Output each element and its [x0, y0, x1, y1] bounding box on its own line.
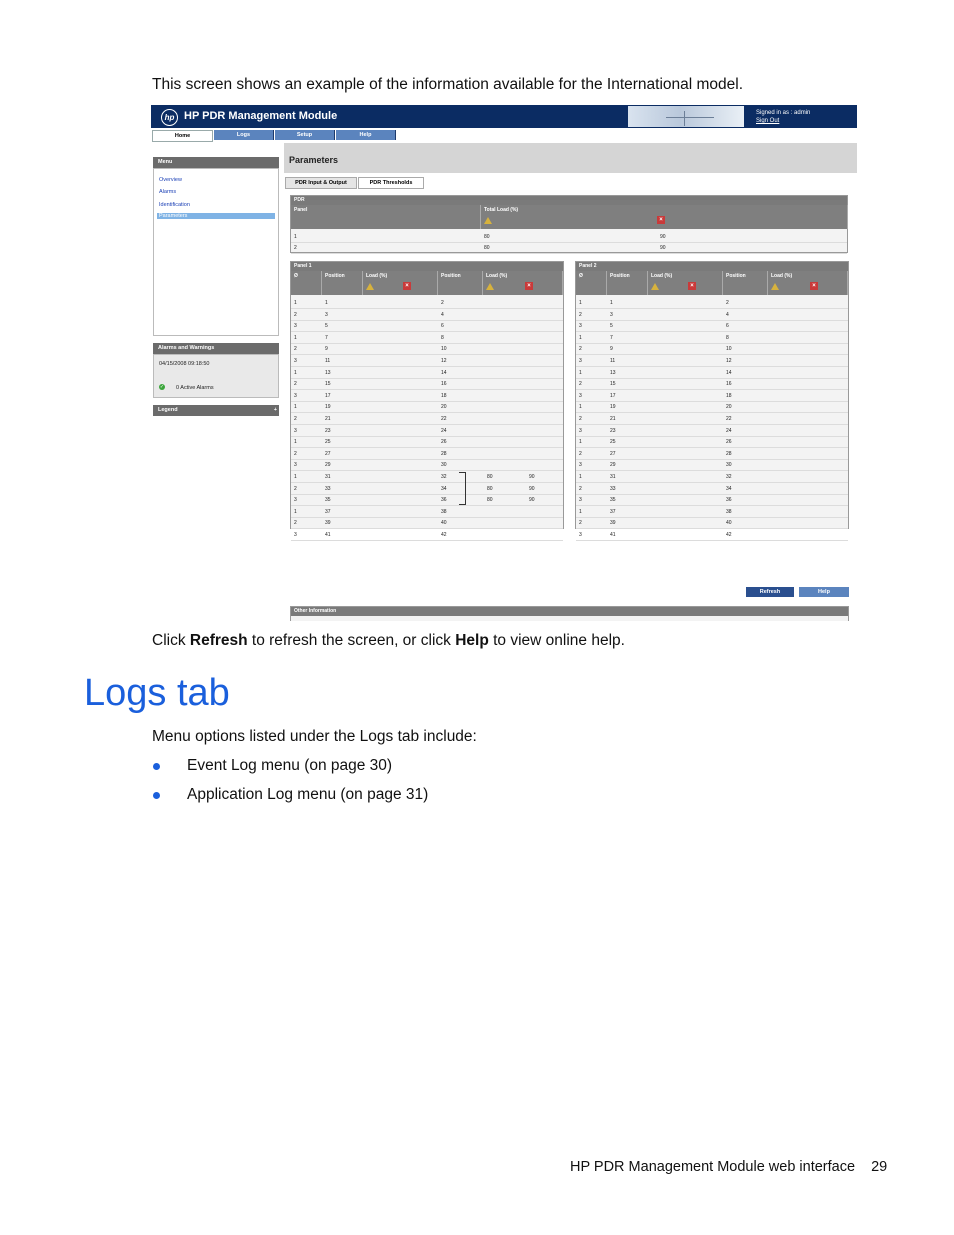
cell: 90 [660, 234, 666, 240]
cell: 40 [726, 520, 732, 527]
cell: 39 [325, 520, 331, 527]
table-row [291, 483, 563, 495]
active-alarms-status: 0 Active Alarms [176, 385, 214, 391]
table-row [291, 320, 563, 332]
total-load-label: Total Load (%) [484, 207, 519, 213]
cell: 3 [610, 311, 613, 318]
cell: 1 [579, 334, 582, 341]
help-button[interactable]: Help [799, 587, 849, 597]
table-row [576, 448, 848, 460]
cell: 35 [325, 497, 331, 504]
menu-item-alarms[interactable]: Alarms [159, 189, 177, 195]
bullet-item-application-log[interactable]: Application Log menu (on page 31) [187, 786, 429, 803]
table-row [291, 506, 563, 518]
cell: 90 [660, 245, 666, 251]
cell: 3 [294, 497, 297, 504]
cell: 18 [726, 392, 732, 399]
cell: 6 [726, 323, 729, 330]
alarms-box [153, 354, 279, 398]
panel-1-header: Panel 1 [291, 262, 563, 271]
table-row [291, 494, 563, 506]
cell: 1 [294, 369, 297, 376]
tab-home[interactable]: Home [152, 130, 213, 142]
cell: 12 [441, 358, 447, 364]
table-row [291, 529, 563, 541]
app-title: HP PDR Management Module [184, 110, 338, 122]
subtab-pdr-thresholds[interactable]: PDR Thresholds [358, 177, 424, 189]
table-row [576, 332, 848, 344]
cell: 1 [294, 474, 297, 480]
cell: 11 [610, 358, 616, 364]
warning-icon [486, 283, 494, 290]
panel-2-table [575, 261, 849, 538]
cell: 22 [726, 416, 732, 422]
cell: 1 [579, 369, 582, 376]
col-position-2: Position [438, 271, 483, 295]
cell: 1 [579, 508, 582, 515]
table-row [291, 425, 563, 437]
cell: 3 [579, 532, 582, 538]
cell: 31 [610, 474, 616, 480]
cell: 32 [726, 474, 732, 480]
cell: 28 [726, 450, 732, 457]
cell: 24 [726, 427, 732, 434]
cell: 21 [610, 416, 616, 422]
cell: 1 [294, 439, 297, 446]
cell: 17 [610, 392, 616, 399]
cell: 2 [579, 311, 582, 318]
cell: 35 [610, 497, 616, 504]
intro-paragraph: This screen shows an example of the information available for the International model. [152, 76, 744, 93]
cell: 17 [325, 392, 331, 399]
cell: 3 [579, 392, 582, 399]
col-load-2-label: Load (%) [486, 273, 508, 279]
critical-icon: × [688, 282, 696, 290]
click-text: Click [152, 632, 190, 649]
menu-item-identification[interactable]: Identification [159, 202, 190, 208]
cell: 38 [441, 508, 447, 515]
cell: 2 [294, 311, 297, 318]
table-row [576, 297, 848, 309]
cell: 25 [610, 439, 616, 446]
col-position: Position [322, 271, 363, 295]
cell: 7 [610, 334, 613, 341]
col-position: Position [607, 271, 648, 295]
bullet-icon [153, 792, 160, 799]
cell: 20 [441, 404, 447, 411]
menu-box [153, 168, 279, 336]
menu-item-parameters[interactable]: Parameters [157, 213, 275, 219]
subtab-pdr-input-output[interactable]: PDR Input & Output [285, 177, 357, 189]
pdr-table-header: PDR [291, 196, 847, 205]
cell: 2 [579, 485, 582, 492]
table-row [291, 448, 563, 460]
cell: 3 [579, 427, 582, 434]
panel-2-header: Panel 2 [576, 262, 848, 271]
table-row [576, 390, 848, 402]
col-total-load [481, 205, 848, 229]
cell: 26 [726, 439, 732, 446]
cell: 13 [325, 369, 331, 376]
alarms-datetime: 04/15/2008 09:18:50 [159, 361, 210, 367]
warning-icon [484, 217, 492, 224]
cell: 80 [487, 497, 493, 504]
banner-image [628, 106, 744, 127]
cell: 2 [294, 520, 297, 527]
tab-help[interactable]: Help [336, 130, 396, 140]
table-row [291, 413, 563, 425]
cell: 5 [325, 323, 328, 330]
table-row [576, 401, 848, 413]
col-load-2 [768, 271, 848, 295]
cell: 3 [579, 323, 582, 330]
cell: 37 [325, 508, 331, 515]
web-interface-screenshot [151, 105, 857, 621]
menu-options-intro: Menu options listed under the Logs tab include: [152, 728, 477, 745]
cell: 2 [294, 381, 297, 388]
table-row [291, 471, 563, 483]
cell: 25 [325, 439, 331, 446]
cell: 2 [441, 300, 444, 306]
cell: 90 [529, 474, 535, 480]
cell: 10 [726, 346, 732, 353]
tab-logs[interactable]: Logs [214, 130, 274, 140]
table-row [576, 355, 848, 367]
cell: 1 [294, 508, 297, 515]
cell: 22 [441, 416, 447, 422]
cell: 15 [610, 381, 616, 388]
refresh-button[interactable]: Refresh [746, 587, 794, 597]
help-emphasis: Help [455, 632, 489, 649]
cell: 27 [610, 450, 616, 457]
footer-title: HP PDR Management Module web interface [570, 1159, 856, 1175]
cell: 42 [441, 532, 447, 538]
table-row [291, 517, 563, 529]
cell: 29 [325, 462, 331, 469]
cell: 90 [529, 497, 535, 504]
alarms-header: Alarms and Warnings [153, 343, 279, 354]
cell: 10 [441, 346, 447, 353]
cell: 7 [325, 334, 328, 341]
table-row [576, 483, 848, 495]
refresh-emphasis: Refresh [189, 632, 248, 649]
panel-1-table [290, 261, 564, 538]
table-row [291, 459, 563, 471]
col-load-2 [483, 271, 563, 295]
cell: 1 [294, 404, 297, 411]
col-position-2: Position [723, 271, 768, 295]
table-row [576, 506, 848, 518]
cell: 21 [325, 416, 331, 422]
click-text: to view online help. [488, 632, 625, 649]
page-title: Parameters [284, 143, 857, 173]
signed-in-box [748, 107, 857, 128]
warning-icon [651, 283, 659, 290]
click-paragraph [152, 632, 625, 650]
cell: 14 [726, 369, 732, 376]
table-row [291, 367, 563, 379]
cell: 24 [441, 427, 447, 434]
cell: 3 [325, 311, 328, 318]
table-row [576, 378, 848, 390]
other-information-header: Other Information [291, 607, 848, 616]
cell: 37 [610, 508, 616, 515]
cell: 1 [579, 474, 582, 480]
cell: 3 [579, 462, 582, 469]
legend-label: Legend [158, 407, 178, 413]
warning-icon [771, 283, 779, 290]
cell: 1 [325, 300, 328, 306]
tab-setup[interactable]: Setup [275, 130, 335, 140]
table-row [576, 413, 848, 425]
sign-out-link[interactable]: Sign Out [756, 118, 780, 124]
cell: 1 [610, 300, 613, 306]
col-panel: Panel [291, 205, 481, 229]
cell: 14 [441, 369, 447, 376]
bullet-item-event-log[interactable]: Event Log menu (on page 30) [187, 757, 393, 774]
table-row [291, 309, 563, 321]
cell: 15 [325, 381, 331, 388]
table-row [576, 529, 848, 541]
cell: 39 [610, 520, 616, 527]
cell: 4 [726, 311, 729, 318]
cell: 40 [441, 520, 447, 527]
cell: 80 [484, 245, 490, 251]
cell: 20 [726, 404, 732, 411]
cell: 3 [294, 427, 297, 434]
page-footer [570, 1159, 887, 1175]
pdr-table [290, 195, 848, 253]
cell: 2 [294, 245, 297, 251]
cell: 90 [529, 485, 535, 492]
col-load-label: Load (%) [651, 273, 673, 279]
cell: 41 [610, 532, 616, 538]
cell: 2 [726, 300, 729, 306]
critical-icon: × [525, 282, 533, 290]
cell: 30 [441, 462, 447, 469]
cell: 19 [325, 404, 331, 411]
cell: 42 [726, 532, 732, 538]
cell: 30 [726, 462, 732, 469]
table-row [576, 436, 848, 448]
table-row [576, 425, 848, 437]
cell: 80 [487, 474, 493, 480]
table-row [291, 390, 563, 402]
circuit-group-bracket [459, 472, 466, 505]
cell: 3 [579, 358, 582, 364]
bullet-icon [153, 763, 160, 770]
cell: 2 [579, 346, 582, 353]
cell: 36 [441, 497, 447, 504]
critical-icon: × [657, 216, 665, 224]
hp-logo-icon: hp [161, 109, 178, 126]
col-load-2-label: Load (%) [771, 273, 793, 279]
cell: 3 [579, 497, 582, 504]
table-row [291, 401, 563, 413]
cell: 6 [441, 323, 444, 330]
cell: 3 [294, 532, 297, 538]
expand-icon[interactable]: + [273, 407, 277, 413]
cell: 2 [294, 346, 297, 353]
cell: 3 [294, 392, 297, 399]
cell: 2 [294, 450, 297, 457]
cell: 16 [441, 381, 447, 388]
cell: 34 [726, 485, 732, 492]
cell: 29 [610, 462, 616, 469]
cell: 16 [726, 381, 732, 388]
cell: 5 [610, 323, 613, 330]
other-information-box [290, 606, 849, 621]
menu-item-overview[interactable]: Overview [159, 177, 182, 183]
cell: 1 [294, 234, 297, 240]
cell: 41 [325, 532, 331, 538]
col-load-label: Load (%) [366, 273, 388, 279]
cell: 34 [441, 485, 447, 492]
cell: 36 [726, 497, 732, 504]
cell: 2 [579, 416, 582, 422]
cell: 26 [441, 439, 447, 446]
col-load [363, 271, 438, 295]
cell: 32 [441, 474, 447, 480]
cell: 23 [325, 427, 331, 434]
cell: 18 [441, 392, 447, 399]
table-row [576, 367, 848, 379]
cell: 2 [579, 520, 582, 527]
cell: 3 [294, 358, 297, 364]
critical-icon: × [403, 282, 411, 290]
critical-icon: × [810, 282, 818, 290]
cell: 8 [726, 334, 729, 341]
table-row [576, 494, 848, 506]
cell: 1 [579, 300, 582, 306]
col-load [648, 271, 723, 295]
cell: 27 [325, 450, 331, 457]
table-row [291, 355, 563, 367]
cell: 2 [294, 485, 297, 492]
cell: 13 [610, 369, 616, 376]
check-icon: ✓ [159, 384, 165, 390]
main-tabs [151, 129, 857, 141]
cell: 3 [294, 462, 297, 469]
cell: 2 [579, 381, 582, 388]
cell: 2 [579, 450, 582, 457]
col-phase: Ø [291, 271, 322, 295]
table-row [576, 320, 848, 332]
click-text: to refresh the screen, or click [247, 632, 456, 649]
col-phase: Ø [576, 271, 607, 295]
cell: 12 [726, 358, 732, 364]
cell: 80 [484, 234, 490, 240]
cell: 1 [579, 404, 582, 411]
cell: 11 [325, 358, 331, 364]
table-row [576, 459, 848, 471]
cell: 3 [294, 323, 297, 330]
cell: 80 [487, 485, 493, 492]
table-row [291, 343, 563, 355]
signed-in-label: Signed in as : admin [756, 110, 811, 116]
page-number: 29 [871, 1159, 888, 1175]
warning-icon [366, 283, 374, 290]
table-row [576, 471, 848, 483]
table-row [291, 378, 563, 390]
table-row [291, 436, 563, 448]
table-row [291, 242, 847, 254]
table-row [576, 343, 848, 355]
cell: 1 [579, 439, 582, 446]
cell: 8 [441, 334, 444, 341]
app-banner [151, 105, 857, 128]
cell: 19 [610, 404, 616, 411]
menu-header: Menu [153, 157, 279, 168]
table-row [576, 517, 848, 529]
cell: 4 [441, 311, 444, 318]
legend-header[interactable] [153, 405, 279, 416]
cell: 38 [726, 508, 732, 515]
cell: 28 [441, 450, 447, 457]
cell: 9 [325, 346, 328, 353]
cell: 1 [294, 300, 297, 306]
cell: 1 [294, 334, 297, 341]
main-content [284, 143, 857, 621]
table-row [291, 297, 563, 309]
table-row [576, 309, 848, 321]
cell: 33 [325, 485, 331, 492]
cell: 2 [294, 416, 297, 422]
cell: 9 [610, 346, 613, 353]
cell: 31 [325, 474, 331, 480]
cell: 23 [610, 427, 616, 434]
section-heading: Logs tab [84, 672, 230, 714]
table-row [291, 332, 563, 344]
cell: 33 [610, 485, 616, 492]
